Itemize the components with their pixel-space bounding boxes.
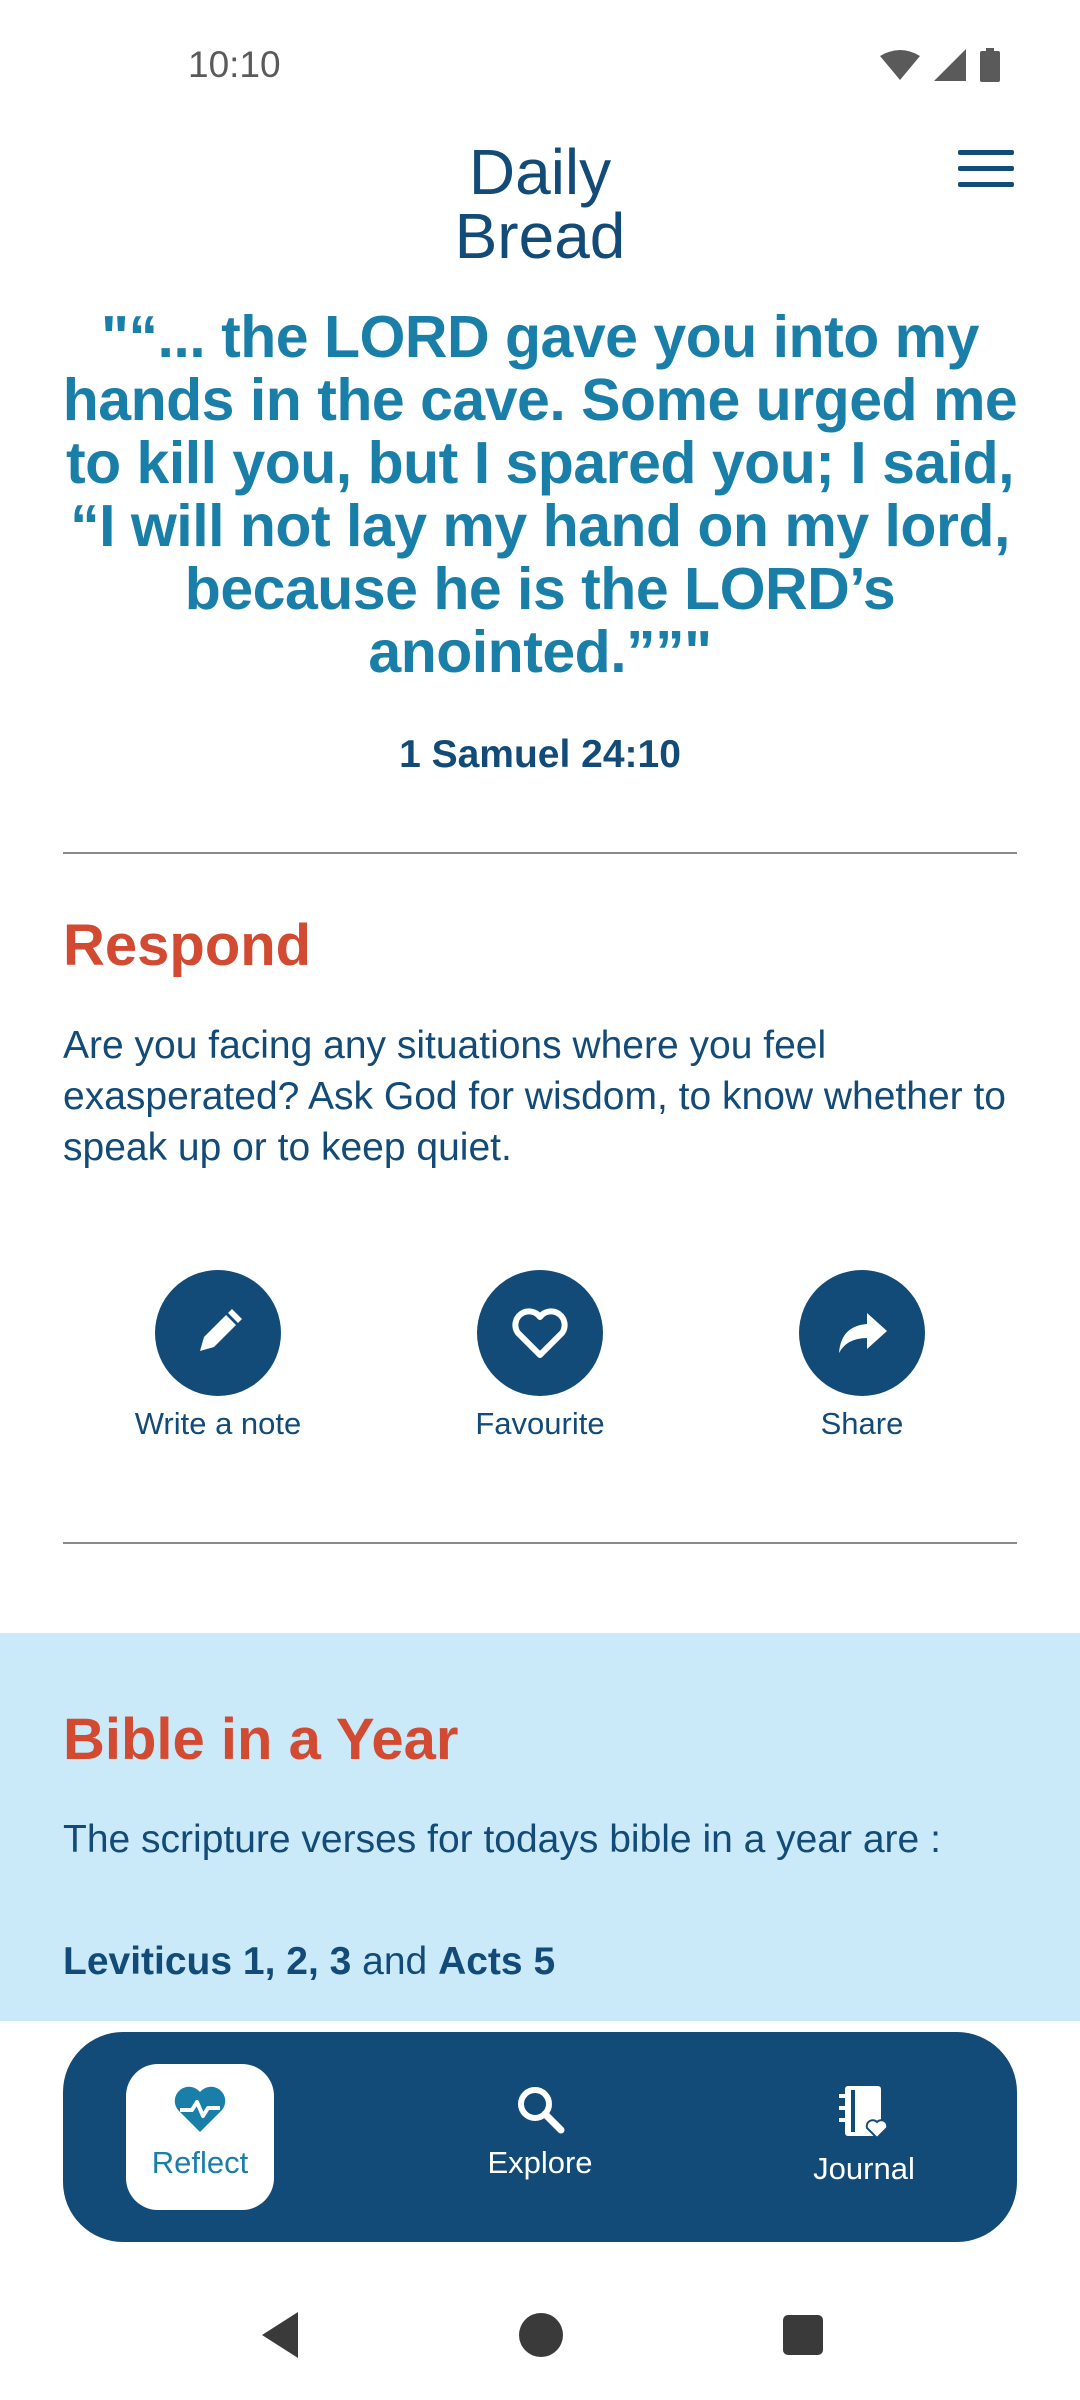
divider: [63, 1542, 1017, 1544]
nav-label-explore: Explore: [487, 2145, 593, 2180]
pencil-icon: [190, 1305, 246, 1361]
nav-item-journal[interactable]: [739, 2032, 989, 2242]
respond-heading: Respond: [63, 913, 312, 978]
nav-item-reflect[interactable]: [126, 2064, 274, 2210]
respond-body: Are you facing any situations where you feel exasperated? Ask God for wisdom, to know whether to speak up or to keep quiet.: [63, 1024, 1006, 1169]
bible-in-a-year-heading: Bible in a Year: [63, 1707, 459, 1772]
app-title-line1: Daily: [468, 136, 612, 208]
favourite-circle[interactable]: [477, 1270, 603, 1396]
reading-leviticus[interactable]: Leviticus 1, 2, 3: [63, 1940, 352, 1983]
nav-item-explore[interactable]: [403, 2032, 677, 2242]
app-title-line2: Bread: [454, 200, 626, 272]
share-label: Share: [820, 1406, 904, 1441]
favourite-label: Favourite: [475, 1406, 605, 1441]
write-note-label: Write a note: [134, 1406, 302, 1441]
back-icon[interactable]: [258, 2310, 302, 2360]
reading-joiner: and: [362, 1940, 428, 1983]
signal-icon: [934, 49, 966, 81]
status-bar: [0, 0, 1080, 130]
recents-icon[interactable]: [782, 2314, 824, 2356]
bottom-navigation: [63, 2032, 1017, 2242]
wifi-icon: [880, 50, 920, 80]
divider: [63, 852, 1017, 854]
share-arrow-icon: [835, 1309, 889, 1357]
share-button[interactable]: [732, 1270, 992, 1442]
search-icon: [515, 2084, 565, 2134]
heart-pulse-icon: [172, 2084, 228, 2134]
share-circle[interactable]: [799, 1270, 925, 1396]
home-icon[interactable]: [518, 2312, 564, 2358]
status-time: 10:10: [188, 44, 281, 85]
verse-reference: 1 Samuel 24:10: [399, 733, 681, 776]
journal-icon: [837, 2084, 891, 2140]
heart-icon: [511, 1307, 569, 1359]
bible-in-a-year-readings: [63, 1940, 555, 1984]
app-title: [0, 136, 1080, 272]
system-navigation-bar: [0, 2300, 1080, 2380]
battery-icon: [980, 48, 1000, 82]
write-note-button[interactable]: [88, 1270, 348, 1442]
hamburger-menu-icon[interactable]: [958, 150, 1014, 190]
reading-acts[interactable]: Acts 5: [438, 1940, 556, 1983]
nav-label-reflect: Reflect: [151, 2145, 249, 2180]
write-note-circle[interactable]: [155, 1270, 281, 1396]
nav-label-journal: Journal: [813, 2151, 915, 2186]
verse-text: "“... the LORD gave you into my hands in the cave. Some urged me to kill you, but I spared you; I said, “I will not lay my hand on my lord, because he is the LORD’s anointed.””": [62, 304, 1018, 685]
bible-in-a-year-body: The scripture verses for todays bible in a year are :: [63, 1818, 941, 1861]
favourite-button[interactable]: [410, 1270, 670, 1442]
status-icons: [880, 48, 1000, 82]
